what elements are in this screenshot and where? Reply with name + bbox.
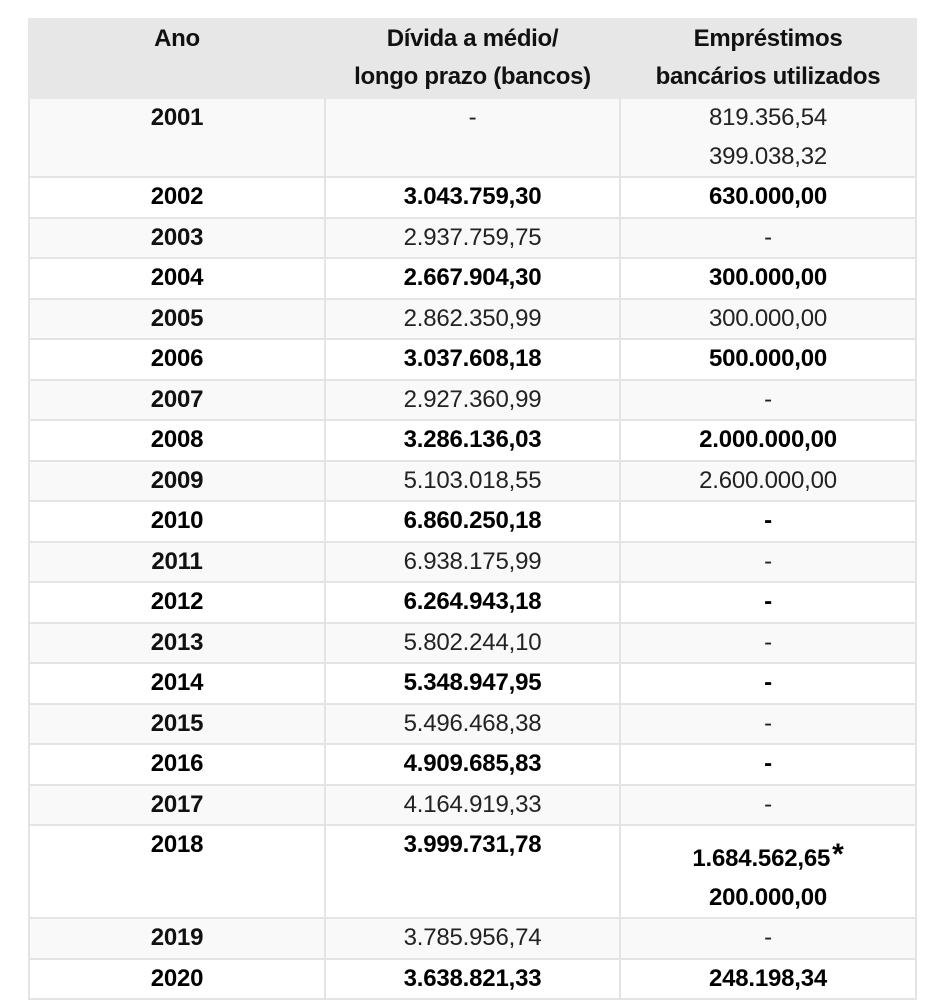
table-row: [29, 420, 916, 461]
table-row: [29, 959, 916, 1000]
debt-cell: 6.938.175,99: [325, 542, 620, 583]
table-row: [29, 98, 916, 177]
loan-amount: -: [764, 547, 772, 575]
loan-amount: 300.000,00: [708, 304, 828, 332]
table-row: [29, 501, 916, 542]
year-cell: 2008: [29, 420, 325, 461]
loans-cell: [620, 258, 916, 299]
table-row: [29, 542, 916, 583]
debt-cell: 3.999.731,78: [325, 825, 620, 918]
loans-cell: [620, 218, 916, 259]
year-cell: 2010: [29, 501, 325, 542]
header-year: Ano: [29, 19, 325, 98]
debt-cell: 2.927.360,99: [325, 380, 620, 421]
loan-amount: -: [764, 588, 772, 615]
debt-cell: -: [325, 98, 620, 177]
table-row: [29, 218, 916, 259]
table-row: [29, 582, 916, 623]
debt-cell: 5.103.018,55: [325, 461, 620, 502]
footnote-asterisk: *: [832, 838, 844, 871]
year-cell: 2018: [29, 825, 325, 918]
loan-amount: 399.038,32: [708, 142, 828, 170]
year-cell: 2020: [29, 959, 325, 1000]
year-cell: 2013: [29, 623, 325, 664]
loans-cell: [620, 704, 916, 745]
year-cell: 2019: [29, 918, 325, 959]
debt-cell: 3.638.821,33: [325, 959, 620, 1000]
debt-cell: 6.860.250,18: [325, 501, 620, 542]
loan-amount: 2.600.000,00: [699, 466, 837, 494]
loan-amount: 248.198,34: [708, 964, 828, 992]
year-cell: 2005: [29, 299, 325, 340]
table-row: [29, 825, 916, 918]
table-row: [29, 623, 916, 664]
loans-cell: [620, 420, 916, 461]
table-row: [29, 339, 916, 380]
loans-cell: [620, 542, 916, 583]
debt-loans-table: [28, 18, 917, 1000]
loans-cell: [620, 663, 916, 704]
debt-cell: 3.043.759,30: [325, 177, 620, 218]
loans-cell: [620, 501, 916, 542]
loan-amount: 2.000.000,00: [699, 426, 837, 453]
year-cell: 2004: [29, 258, 325, 299]
year-cell: 2009: [29, 461, 325, 502]
loan-amount: -: [764, 507, 772, 534]
loans-cell: [620, 98, 916, 177]
loans-cell: [620, 744, 916, 785]
table-row: [29, 177, 916, 218]
loan-amount: -: [764, 223, 772, 251]
header-loans: Empréstimos bancários utilizados: [620, 19, 916, 98]
debt-cell: 2.667.904,30: [325, 258, 620, 299]
debt-cell: 3.037.608,18: [325, 339, 620, 380]
loan-amount: -: [764, 790, 772, 818]
loan-amount: -: [764, 385, 772, 413]
loan-amount: -: [764, 669, 772, 696]
year-cell: 2015: [29, 704, 325, 745]
loan-amount: 1.684.562,65*: [692, 838, 844, 872]
loans-cell: [620, 339, 916, 380]
loan-amount: 500.000,00: [708, 345, 828, 372]
header-row: [29, 19, 916, 98]
debt-cell: 6.264.943,18: [325, 582, 620, 623]
year-cell: 2006: [29, 339, 325, 380]
year-cell: 2016: [29, 744, 325, 785]
loans-cell: [620, 623, 916, 664]
table-row: [29, 704, 916, 745]
loan-amount: 630.000,00: [708, 183, 828, 210]
loans-cell: [620, 959, 916, 1000]
year-cell: 2014: [29, 663, 325, 704]
debt-cell: 4.164.919,33: [325, 785, 620, 826]
debt-cell: 3.286.136,03: [325, 420, 620, 461]
year-cell: 2003: [29, 218, 325, 259]
year-cell: 2007: [29, 380, 325, 421]
loan-amount: 200.000,00: [708, 883, 828, 911]
table-row: [29, 663, 916, 704]
loans-cell: [620, 918, 916, 959]
table-row: [29, 461, 916, 502]
table-row: [29, 744, 916, 785]
table-row: [29, 258, 916, 299]
loans-cell: [620, 299, 916, 340]
loan-amount: -: [764, 709, 772, 737]
table-row: [29, 299, 916, 340]
year-cell: 2001: [29, 98, 325, 177]
year-cell: 2017: [29, 785, 325, 826]
loans-cell: [620, 582, 916, 623]
loan-amount: -: [764, 750, 772, 777]
debt-cell: 5.496.468,38: [325, 704, 620, 745]
year-cell: 2011: [29, 542, 325, 583]
debt-cell: 2.937.759,75: [325, 218, 620, 259]
table-row: [29, 785, 916, 826]
loans-cell: [620, 461, 916, 502]
loans-cell: [620, 825, 916, 918]
debt-cell: 2.862.350,99: [325, 299, 620, 340]
loan-amount: -: [764, 924, 772, 951]
debt-cell: 4.909.685,83: [325, 744, 620, 785]
debt-cell: 3.785.956,74: [325, 918, 620, 959]
year-cell: 2002: [29, 177, 325, 218]
loans-cell: [620, 380, 916, 421]
debt-cell: 5.802.244,10: [325, 623, 620, 664]
debt-cell: 5.348.947,95: [325, 663, 620, 704]
header-debt: Dívida a médio/ longo prazo (bancos): [325, 19, 620, 98]
loans-cell: [620, 785, 916, 826]
loan-amount: -: [764, 628, 772, 656]
loan-amount: 819.356,54: [708, 104, 828, 131]
loan-amount: 300.000,00: [708, 264, 828, 291]
loans-cell: [620, 177, 916, 218]
table-row: [29, 380, 916, 421]
table-row: [29, 918, 916, 959]
year-cell: 2012: [29, 582, 325, 623]
